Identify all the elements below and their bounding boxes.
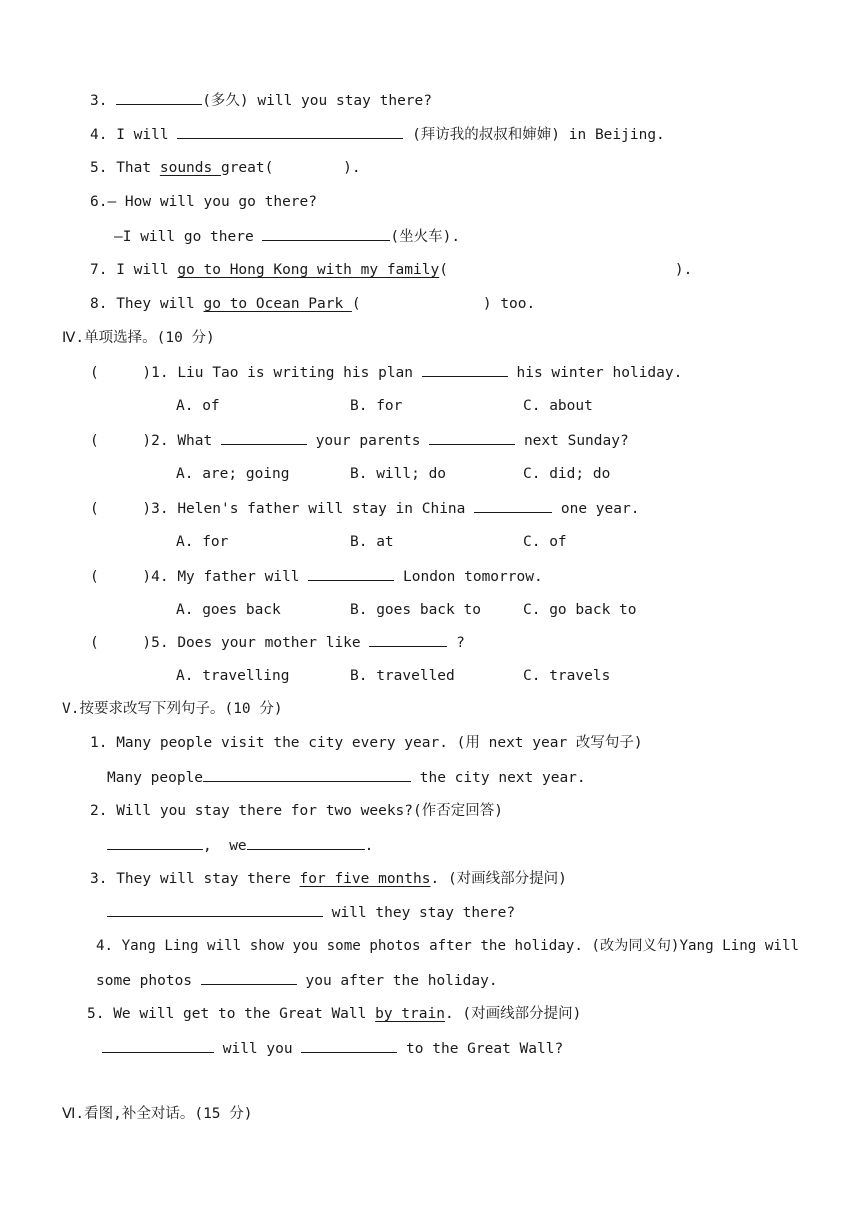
- question-text: Many people visit the city every year. (用 next year 改写句子): [116, 735, 643, 751]
- question-text: —I will go there: [114, 229, 254, 245]
- option-b: B. goes back to: [350, 602, 481, 618]
- underlined-phrase: sounds: [159, 160, 221, 176]
- question-text: We will get to the Great Wall: [113, 1006, 376, 1022]
- option-b: B. for: [350, 398, 403, 414]
- option-a: A. goes back: [176, 602, 281, 618]
- question-text: to the Great Wall?: [406, 1041, 564, 1057]
- question-text: Helen's father will stay in China: [177, 501, 466, 517]
- question-text: .: [364, 838, 374, 854]
- question-text: will you: [222, 1041, 293, 1057]
- answer-blank[interactable]: [308, 566, 394, 581]
- question-number: 6.: [90, 194, 108, 210]
- s5-q3: [90, 869, 567, 889]
- answer-blank[interactable]: [422, 362, 508, 377]
- option-c: C. travels: [523, 668, 611, 684]
- question-number: 5.: [90, 160, 108, 176]
- option-b: B. at: [350, 534, 394, 550]
- question-number: 7.: [90, 262, 108, 278]
- option-b: B. travelled: [350, 668, 455, 684]
- question-text: That: [116, 160, 160, 176]
- underlined-phrase: by train: [375, 1006, 445, 1022]
- underlined-phrase: go to Ocean Park: [203, 296, 352, 312]
- s5-q5: [87, 1004, 581, 1024]
- question-text: ?: [456, 635, 465, 651]
- question-text: next Sunday?: [523, 433, 629, 449]
- question-text: — How will you go there?: [107, 194, 317, 210]
- question-text: ( ) too.: [351, 296, 536, 312]
- s5-q4-answer: [96, 970, 498, 991]
- s5-q1-answer: [107, 767, 586, 788]
- s3-q5: [90, 158, 361, 178]
- question-text: will they stay there?: [331, 905, 516, 921]
- question-text: ( ).: [439, 262, 693, 278]
- answer-blank[interactable]: [201, 970, 297, 985]
- s4-item-5: [90, 632, 465, 653]
- option-c: C. about: [523, 398, 593, 414]
- question-text: Will you stay there for two weeks?(作否定回答): [116, 803, 503, 819]
- s5-q1: [90, 733, 643, 753]
- question-number: 5.: [151, 635, 169, 651]
- question-number: 1.: [151, 365, 169, 381]
- question-text: I will: [116, 262, 178, 278]
- question-number: 3.: [90, 93, 108, 109]
- question-text: (多久) will you stay there?: [202, 93, 432, 109]
- answer-blank[interactable]: [262, 226, 390, 241]
- s3-q4: [90, 124, 665, 145]
- question-number: 8.: [90, 296, 108, 312]
- question-text: They will stay there: [116, 871, 300, 887]
- question-text: . (对画线部分提问): [430, 871, 567, 887]
- question-number: 2.: [90, 803, 108, 819]
- answer-parentheses[interactable]: ( ): [90, 569, 152, 585]
- s3-q7: [90, 260, 692, 280]
- option-a: A. for: [176, 534, 229, 550]
- answer-blank[interactable]: [247, 835, 365, 850]
- answer-blank[interactable]: [203, 767, 411, 782]
- s4-item-2: [90, 430, 629, 451]
- s3-q8: [90, 294, 535, 314]
- question-number: 4.: [90, 127, 108, 143]
- answer-parentheses[interactable]: ( ): [90, 635, 152, 651]
- question-text: you after the holiday.: [305, 973, 498, 989]
- answer-parentheses[interactable]: ( ): [90, 501, 152, 517]
- s3-q3: [90, 90, 432, 111]
- question-text: They will: [116, 296, 204, 312]
- underlined-phrase: for five months: [299, 871, 431, 887]
- option-c: C. go back to: [523, 602, 637, 618]
- underlined-phrase: go to Hong Kong with my family: [177, 262, 440, 278]
- s5-q5-answer: [102, 1038, 563, 1059]
- answer-blank[interactable]: [177, 124, 403, 139]
- section6-heading: Ⅵ.看图,补全对话。(15 分): [62, 1106, 253, 1122]
- question-text: My father will: [177, 569, 300, 585]
- question-text: his winter holiday.: [516, 365, 683, 381]
- s4-item-3: [90, 498, 639, 519]
- answer-parentheses[interactable]: ( ): [90, 433, 152, 449]
- s5-q3-answer: [107, 902, 515, 923]
- section4-heading: Ⅳ.单项选择。(10 分): [62, 330, 215, 346]
- question-text: Liu Tao is writing his plan: [177, 365, 414, 381]
- question-text: I will: [116, 127, 169, 143]
- question-number: 4.: [96, 938, 114, 954]
- s4-item-4: [90, 566, 543, 587]
- s3-q6-line1: [90, 192, 317, 212]
- question-text: the city next year.: [419, 770, 586, 786]
- question-number: 1.: [90, 735, 108, 751]
- answer-blank[interactable]: [369, 632, 447, 647]
- question-text: great( ).: [220, 160, 361, 176]
- answer-blank[interactable]: [107, 835, 203, 850]
- question-number: 2.: [151, 433, 169, 449]
- question-text: Yang Ling will show you some photos after the holiday. (改为同义句)Yang Ling will: [121, 938, 800, 954]
- s5-q4: [96, 936, 799, 956]
- question-text: one year.: [560, 501, 640, 517]
- question-text: London tomorrow.: [403, 569, 543, 585]
- question-text: Many people: [107, 770, 204, 786]
- option-a: A. travelling: [176, 668, 290, 684]
- question-number: 3.: [151, 501, 169, 517]
- option-c: C. did; do: [523, 466, 611, 482]
- question-text: (坐火车).: [390, 229, 461, 245]
- option-b: B. will; do: [350, 466, 447, 482]
- answer-parentheses[interactable]: ( ): [90, 365, 152, 381]
- answer-blank[interactable]: [107, 902, 323, 917]
- question-text: your parents: [315, 433, 421, 449]
- section5-heading: V.按要求改写下列句子。(10 分): [62, 701, 283, 717]
- s3-q6-line2: [114, 226, 460, 247]
- answer-blank[interactable]: [474, 498, 552, 513]
- answer-blank[interactable]: [429, 430, 515, 445]
- option-a: A. of: [176, 398, 220, 414]
- question-text: . (对画线部分提问): [444, 1006, 582, 1022]
- answer-blank[interactable]: [116, 90, 202, 105]
- option-a: A. are; going: [176, 466, 290, 482]
- answer-blank[interactable]: [102, 1038, 214, 1053]
- s5-q2-answer: [107, 835, 373, 856]
- option-c: C. of: [523, 534, 567, 550]
- answer-blank[interactable]: [301, 1038, 397, 1053]
- question-text: (拜访我的叔叔和婶婶) in Beijing.: [412, 127, 665, 143]
- question-number: 4.: [151, 569, 169, 585]
- question-text: , we: [203, 838, 247, 854]
- answer-blank[interactable]: [221, 430, 307, 445]
- question-number: 5.: [87, 1006, 105, 1022]
- s4-item-1: [90, 362, 682, 383]
- s5-q2: [90, 801, 503, 821]
- question-number: 3.: [90, 871, 108, 887]
- question-text: some photos: [96, 973, 193, 989]
- question-text: Does your mother like: [177, 635, 361, 651]
- question-text: What: [177, 433, 213, 449]
